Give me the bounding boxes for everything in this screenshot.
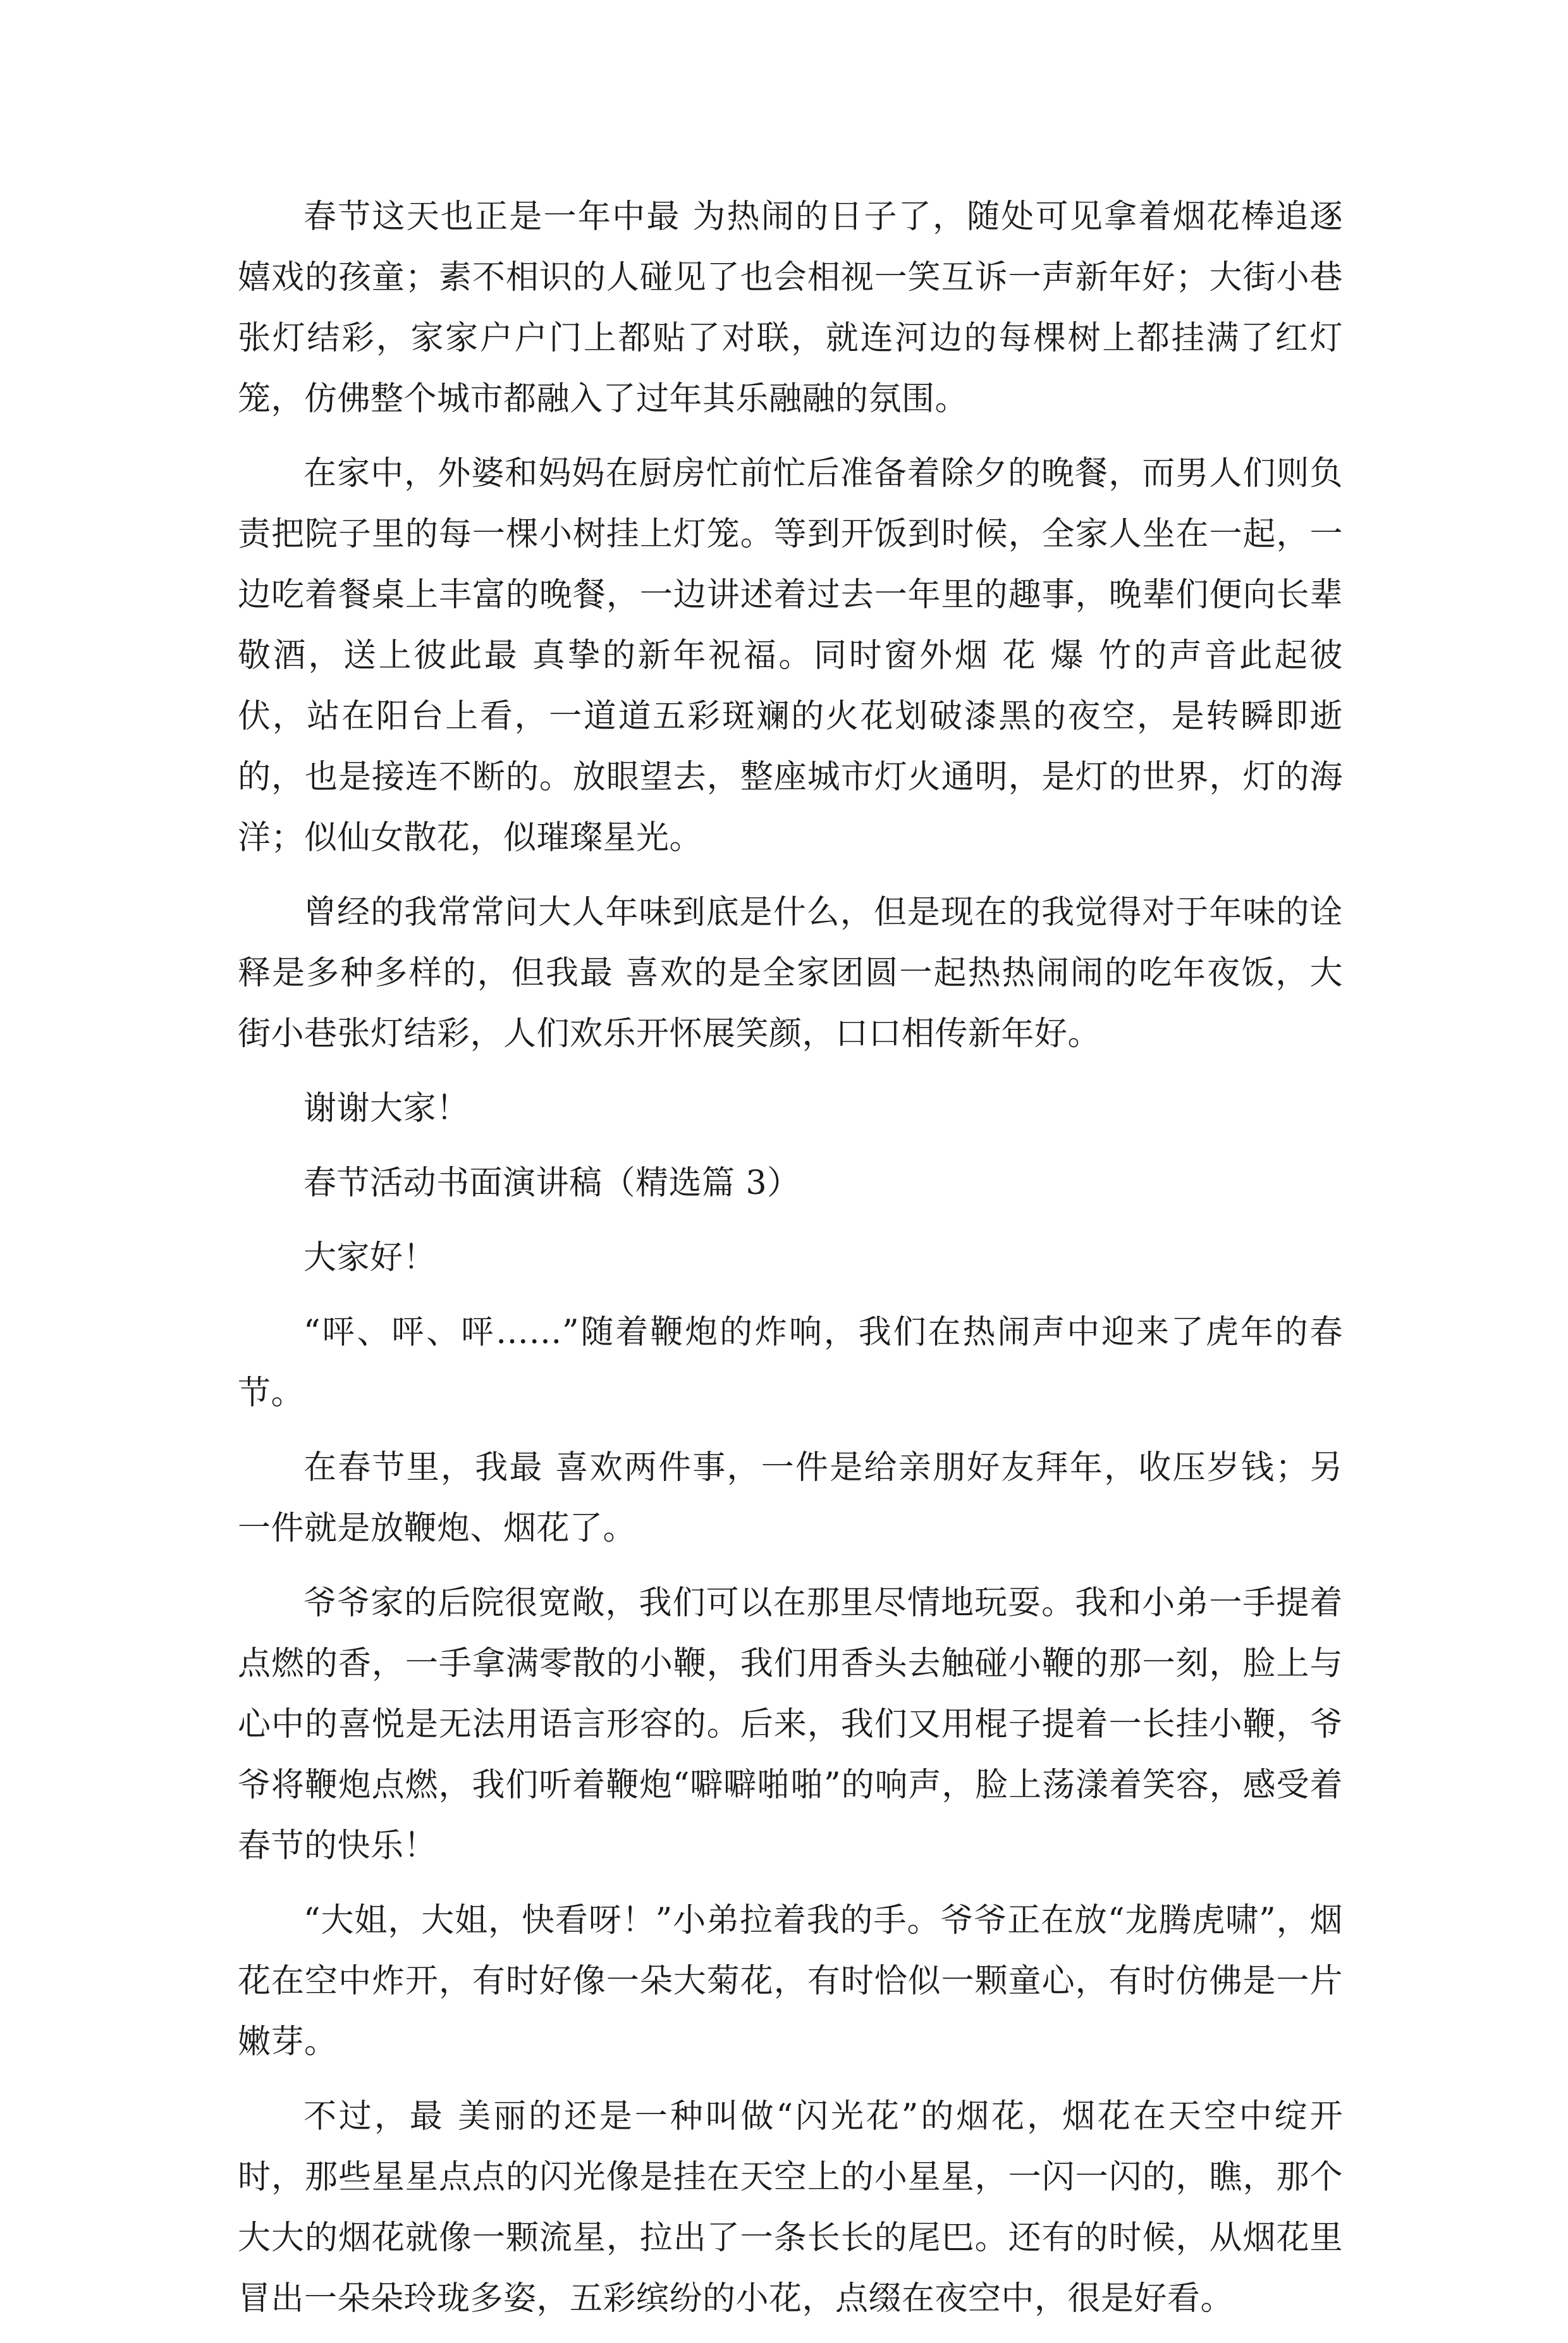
paragraph-firecracker-sound: “呯、呯、呯……”随着鞭炮的炸响，我们在热闹声中迎来了虎年的春节。 — [238, 1313, 1343, 1412]
section-heading: 春节活动书面演讲稿（精选篇 3） — [303, 1164, 800, 1202]
paragraph-two-favorite-things: 在春节里，我最 喜欢两件事，一件是给亲朋好友拜年，收压岁钱；另一件就是放鞭炮、烟花了。 — [238, 1449, 1343, 1547]
paragraph-festival-day: 春节这天也正是一年中最 为热闹的日子了，随处可见拿着烟花棒追逐嬉戏的孩童；素不相识的人碰见了也会相视一笑互诉一声新年好；大街小巷张灯结彩，家家户户门上都贴了对联，就连河边的每棵树上都挂满了红灯笼，仿佛整个城市都融入了过年其乐融融的氛围。 — [238, 198, 1343, 418]
paragraph-meaning-of-new-year: 曾经的我常常问大人年味到底是什么，但是现在的我觉得对于年味的诠释是多种多样的，但我最 喜欢的是全家团圆一起热热闹闹的吃年夜饭，大街小巷张灯结彩，人们欢乐开怀展笑颜，口口相传新年好。 — [238, 894, 1343, 1053]
paragraph-fireworks-view: “大姐，大姐，快看呀！”小弟拉着我的手。爷爷正在放“龙腾虎啸”，烟花在空中炸开，有时好像一朵大菊花，有时恰似一颗童心，有时仿佛是一片嫩芽。 — [238, 1902, 1343, 2061]
paragraph-flash-fireworks: 不过，最 美丽的还是一种叫做“闪光花”的烟花，烟花在天空中绽开时，那些星星点点的闪光像是挂在天空上的小星星，一闪一闪的，瞧，那个大大的烟花就像一颗流星，拉出了一条长长的尾巴。还有的时候，从烟花里冒出一朵朵玲珑多姿，五彩缤纷的小花，点缀在夜空中，很是好看。 — [238, 2098, 1343, 2318]
paragraph-greeting: 大家好！ — [303, 1239, 437, 1277]
paragraph-family-dinner: 在家中，外婆和妈妈在厨房忙前忙后准备着除夕的晚餐，而男人们则负责把院子里的每一棵小树挂上灯笼。等到开饭到时候，全家人坐在一起，一边吃着餐桌上丰富的晚餐，一边讲述着过去一年里的趣事，晚辈们便向长辈敬酒，送上彼此最 真挚的新年祝福。同时窗外烟 花 爆 竹的声音此起彼伏，站在阳台上看，一道道五彩斑斓的火花划破漆黑的夜空，是转瞬即逝的，也是接连不断的。放眼望去，整座城市灯火通明，是灯的世界，灯的海洋；似仙女散花，似璀璨星光。 — [238, 455, 1343, 857]
paragraph-thanks: 谢谢大家！ — [303, 1090, 470, 1128]
paragraph-backyard-play: 爷爷家的后院很宽敞，我们可以在那里尽情地玩耍。我和小弟一手提着点燃的香，一手拿满零散的小鞭，我们用香头去触碰小鞭的那一刻，脸上与心中的喜悦是无法用语言形容的。后来，我们又用棍子提着一长挂小鞭，爷爷将鞭炮点燃，我们听着鞭炮“噼噼啪啪”的响声，脸上荡漾着笑容，感受着春节的快乐！ — [238, 1584, 1343, 1865]
document-body — [238, 187, 1343, 2343]
